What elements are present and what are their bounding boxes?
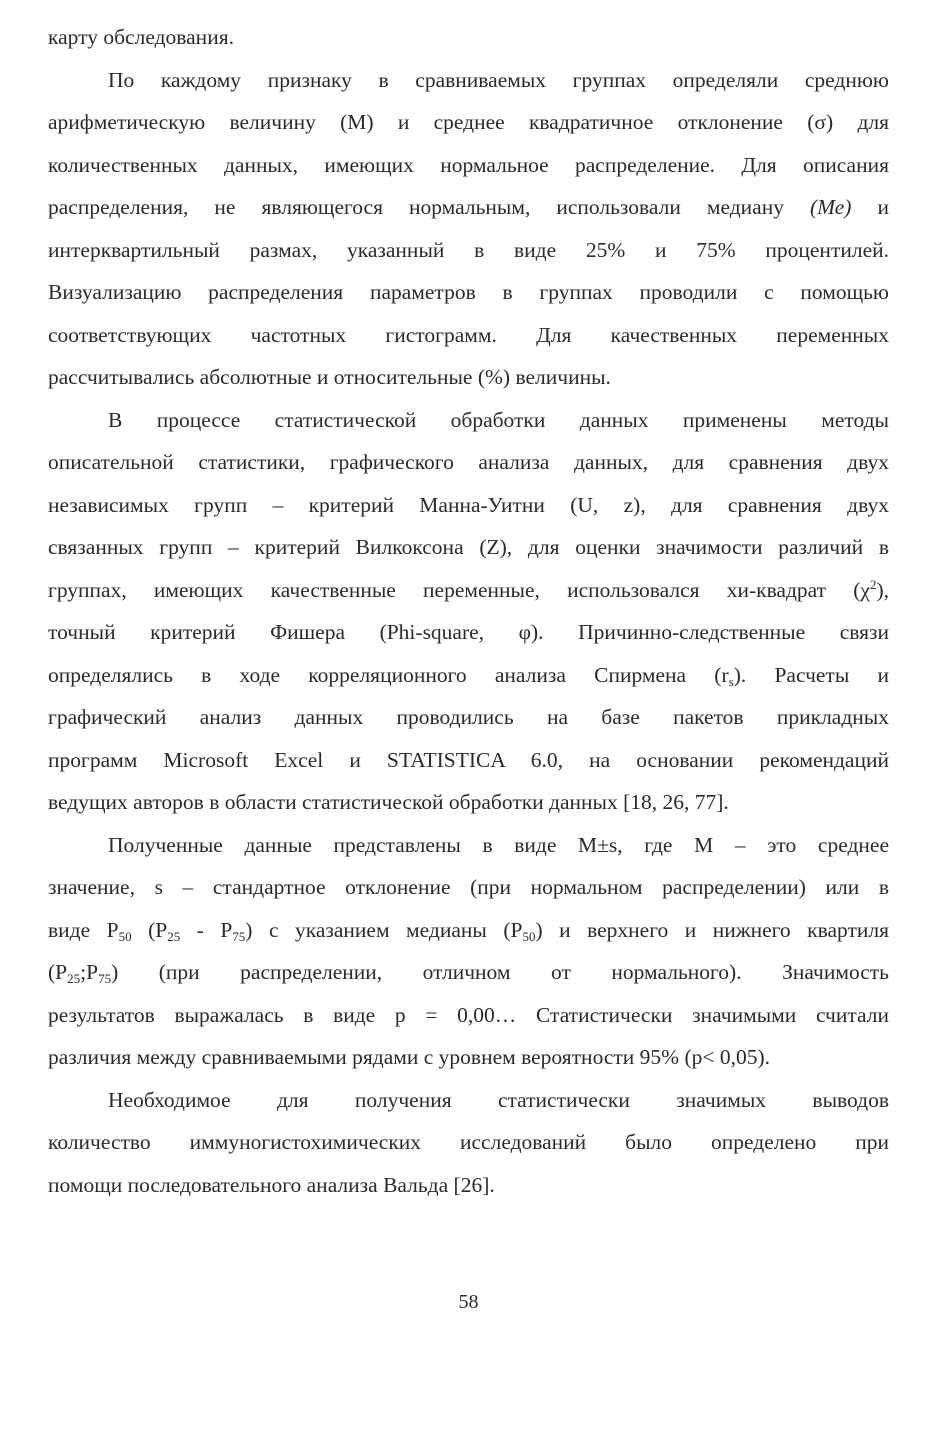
- text: значение, s – стандартное отклонение (при нормальном распределении) или в: [48, 875, 889, 899]
- text: - P: [180, 917, 233, 942]
- text: ) с указанием медианы (P: [245, 917, 523, 942]
- paragraph-line: [48, 866, 889, 909]
- paragraph-line: [48, 994, 889, 1037]
- paragraph-line: [48, 441, 889, 484]
- paragraph-line: [48, 654, 889, 697]
- text: По каждому признаку в сравниваемых группах определяли среднюю: [108, 67, 889, 92]
- text: ведущих авторов в области статистической обработки данных [18, 26, 77].: [48, 790, 729, 814]
- paragraph-line: [48, 314, 889, 357]
- text: количественных данных, имеющих нормальное распределение. Для описания: [48, 152, 889, 177]
- text: арифметическую величину (М) и среднее квадратичное отклонение (σ) для: [48, 110, 889, 134]
- paragraph-line: [48, 569, 889, 612]
- paragraph-line: [48, 229, 889, 272]
- subscript: 75: [98, 971, 112, 986]
- text: программ Microsoft Excel и STATISTICA 6.0, на основании рекомендаций: [48, 747, 889, 772]
- paragraph-line: [48, 1121, 889, 1164]
- subscript: s: [728, 673, 734, 689]
- text: описательной статистики, графического анализа данных, для сравнения двух: [48, 450, 889, 474]
- text: соответствующих частотных гистограмм. Для качественных переменных: [48, 322, 889, 347]
- text: ) (при распределении, отличном от нормального). Значимость: [111, 960, 889, 984]
- text: точный критерий Фишера (Phi-square, φ). Причинно-следственные связи: [48, 620, 889, 644]
- paragraph-line: [48, 526, 889, 569]
- text: (P: [48, 960, 68, 984]
- subscript: 50: [522, 928, 536, 944]
- subscript: 25: [67, 971, 81, 986]
- text: ;P: [80, 960, 99, 984]
- paragraph-line: [48, 16, 889, 59]
- text: и: [851, 195, 889, 219]
- paragraph-line: [48, 1079, 889, 1122]
- text: рассчитывались абсолютные и относительные (%) величины.: [48, 365, 611, 389]
- paragraph-line: [48, 186, 889, 229]
- paragraph-line: [48, 1036, 889, 1079]
- subscript: 25: [167, 928, 181, 944]
- text: интерквартильный размах, указанный в виде 25% и 75% процентилей.: [48, 237, 889, 262]
- text: Необходимое для получения статистически значимых выводов: [108, 1087, 889, 1112]
- text: ) и верхнего и нижнего квартиля: [535, 917, 889, 942]
- paragraph-line: [48, 739, 889, 782]
- text: виде P: [48, 917, 119, 942]
- paragraph-line: [48, 356, 889, 399]
- paragraph-line: [48, 271, 889, 314]
- text: количество иммуногистохимических исследований было определено при: [48, 1130, 889, 1154]
- paragraph-line: [48, 781, 889, 824]
- paragraph-line: [48, 696, 889, 739]
- text: Полученные данные представлены в виде M±s, где М – это среднее: [108, 832, 889, 857]
- subscript: 50: [118, 928, 132, 944]
- document-page: [48, 16, 889, 1206]
- text: независимых групп – критерий Манна-Уитни (U, z), для сравнения двух: [48, 492, 889, 517]
- text: карту обследования.: [48, 25, 234, 49]
- text: В процессе статистической обработки данных применены методы: [108, 407, 889, 432]
- paragraph-line: [48, 101, 889, 144]
- paragraph-line: [48, 59, 889, 102]
- paragraph-line: [48, 611, 889, 654]
- text: группах, имеющих качественные переменные, использовался хи-квадрат (χ: [48, 577, 870, 602]
- page-number: 58: [458, 1291, 479, 1313]
- paragraph-line: [48, 399, 889, 442]
- text: результатов выражалась в виде р = 0,00… Статистически значимыми считали: [48, 1002, 889, 1027]
- text: Визуализацию распределения параметров в группах проводили с помощью: [48, 280, 889, 304]
- paragraph-line: [48, 909, 889, 952]
- paragraph-line: [48, 484, 889, 527]
- italic-text: (Ме): [810, 195, 852, 219]
- text: определялись в ходе корреляционного анализа Спирмена (r: [48, 662, 729, 687]
- text: различия между сравниваемыми рядами с уровнем вероятности 95% (р< 0,05).: [48, 1045, 771, 1069]
- text: ),: [876, 577, 889, 602]
- paragraph-line: [48, 824, 889, 867]
- paragraph-line: [48, 144, 889, 187]
- text: помощи последовательного анализа Вальда [26].: [48, 1172, 495, 1197]
- subscript: 75: [232, 928, 246, 944]
- paragraph-line: [48, 951, 889, 994]
- text: графический анализ данных проводились на базе пакетов прикладных: [48, 705, 889, 729]
- paragraph-line: [48, 1164, 889, 1207]
- superscript: 2: [869, 576, 877, 592]
- text: (P: [131, 917, 168, 942]
- text: ). Расчеты и: [733, 662, 889, 687]
- text: связанных групп – критерий Вилкоксона (Z), для оценки значимости различий в: [48, 535, 889, 559]
- text: распределения, не являющегося нормальным, использовали медиану: [48, 195, 810, 219]
